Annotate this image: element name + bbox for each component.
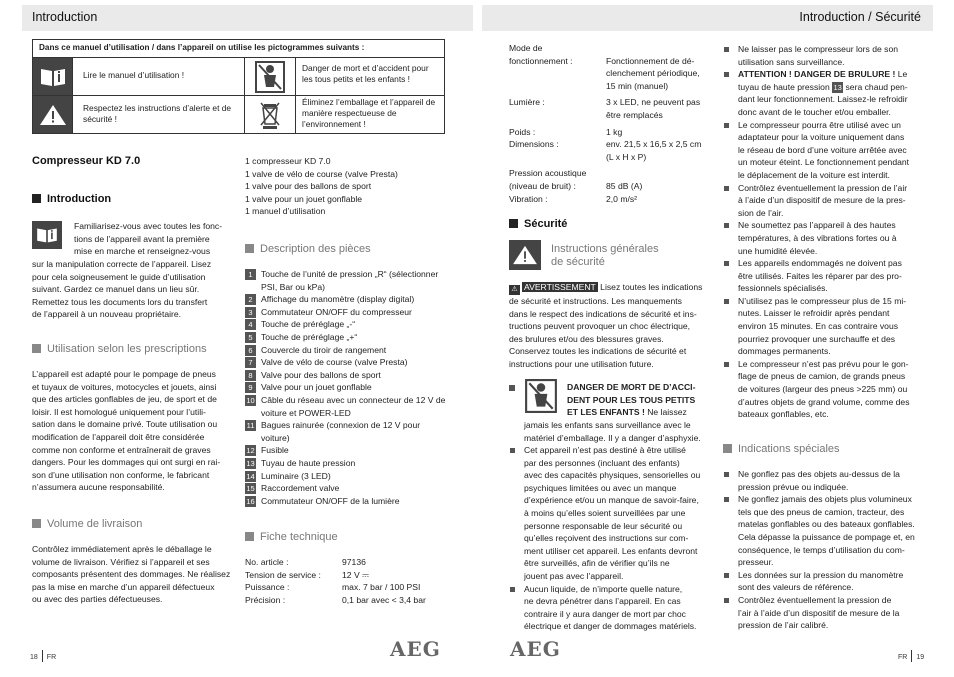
usage-line: L’appareil est adapté pour le pompage de pneus (32, 369, 216, 379)
safety-warning-text (509, 281, 714, 371)
warning-line: Conservez toutes les indications de sécurité et (509, 346, 687, 357)
spec-value: 1 kg (606, 126, 623, 137)
pictogram-cell-warning: Respectez les instructions d’alerte et de sécurité ! (73, 96, 245, 133)
right-bullet (723, 68, 933, 118)
part-number: 4 (245, 319, 256, 330)
right-page-footer (898, 650, 924, 665)
bullet-line: un moteur éteint. Le fonctionnement pendant (738, 157, 910, 168)
contents-item: 1 valve pour des ballons de sport (245, 181, 372, 192)
bullet-line: être surveillés, afin de vérifier qu’ils ne (524, 558, 670, 569)
heading-square-icon (723, 444, 732, 453)
intro-line: de l’appareil à un nouveau propriétaire. (32, 309, 182, 320)
warning-label: AVERTISSEMENT (524, 282, 596, 292)
part-label: Luminaire (3 LED) (261, 470, 331, 481)
spec-value: 85 dB (A) (606, 180, 643, 191)
bullet-line: utilisation sans surveillance. (738, 56, 845, 67)
page-number: 18 (30, 654, 38, 661)
part-item (245, 356, 450, 369)
part-label: Commutateur ON/OFF de la lumière (261, 495, 400, 506)
part-item (245, 293, 450, 306)
safety-heading (509, 218, 567, 231)
bullet-icon (509, 385, 515, 391)
right-header-bar (482, 5, 933, 31)
intro-line: pour cela soigneusement le guide d’utilisation (32, 271, 206, 282)
part-number: 2 (245, 294, 256, 305)
warning-line: tructions peuvent provoquer un choc électrique, (509, 321, 691, 332)
usage-heading-text: Utilisation selon les prescriptions (47, 343, 207, 355)
right-bullet (723, 219, 933, 257)
tech-key: No. article : (245, 557, 289, 567)
delivery-heading (32, 518, 142, 531)
bullet-line: températures, à des vibrations fortes ou à (738, 232, 897, 243)
spec-row (509, 151, 714, 164)
spec-value (606, 42, 714, 55)
part-number: 3 (245, 307, 256, 318)
danger-title-line: DANGER DE MORT DE D’ACCI- (567, 382, 696, 392)
spec-value: (L x H x P) (606, 151, 647, 162)
part-item (245, 268, 450, 293)
danger-title-line (567, 406, 695, 419)
part-item (245, 394, 450, 419)
tech-heading-text: Fiche technique (260, 531, 338, 543)
usage-line: et tuyaux de voitures, motocycles et jouets, ainsi (32, 381, 217, 392)
contents-item: 1 valve de vélo de course (valve Presta) (245, 168, 398, 179)
spec-value: clenchement périodique, (606, 68, 700, 79)
bullet-line: contraire il y aura danger de mort par choc (524, 608, 686, 619)
contents-item: 1 valve pour un jouet gonflable (245, 193, 363, 204)
part-number: 1 (245, 269, 256, 280)
child-danger-icon (245, 58, 296, 96)
danger-line: matériel d’emballage. Il y a danger d’asphyxie. (524, 432, 701, 443)
part-number: 6 (245, 345, 256, 356)
bullet-line: Aucun liquide, de n’importe quelle nature, (524, 583, 683, 594)
heading-square-icon (32, 194, 41, 203)
right-bullet (723, 182, 933, 220)
parts-heading (245, 243, 371, 256)
tech-row (245, 556, 460, 569)
special-bullet (723, 468, 933, 493)
part-label: Touche de l’unité de pression „R“ (sélectionner PSI, Bar ou kPa) (261, 269, 439, 292)
part-label: Raccordement valve (261, 483, 340, 494)
part-item (245, 444, 450, 457)
intro-line: tions de l’appareil avant la première (74, 233, 210, 244)
danger-title-rest: Ne laissez (644, 407, 687, 418)
special-heading-text: Indications spéciales (738, 443, 840, 455)
heading-square-icon (245, 532, 254, 541)
right-bullet (723, 295, 933, 358)
language-code: FR (898, 654, 908, 661)
part-label: Affichage du manomètre (display digital) (261, 294, 415, 305)
bullet-line: à moins qu’elles soient surveillées par une (524, 507, 686, 518)
part-number: 14 (246, 471, 255, 481)
safety-heading-text: Sécurité (524, 218, 568, 230)
bullet-line: d’autres objets de grand volume, comme des (738, 396, 910, 407)
product-title: Compresseur KD 7.0 (32, 155, 141, 167)
spec-value: être remplacés (606, 109, 663, 120)
bullet-line: bateaux gonflables, etc. (738, 409, 829, 420)
intro-line: sur la manipulation correcte de l’appareil. Lisez (32, 259, 212, 269)
part-label: Valve pour des ballons de sport (261, 369, 381, 380)
usage-line: modification de l’appareil doit être considérée (32, 431, 205, 442)
pictogram-cell-disposal: Éliminez l’emballage et l’appareil de manière respectueuse de l’environnement ! (302, 97, 436, 129)
warning-first-line (509, 281, 714, 295)
part-number: 16 (246, 496, 255, 506)
warning-icon (33, 96, 73, 133)
bullet-line: de voitures (largeur des pneus >225 mm) ou (738, 384, 908, 395)
heading-square-icon (509, 219, 518, 228)
child-danger-icon (524, 379, 558, 413)
heading-square-icon (245, 244, 254, 253)
delivery-line: volume de livraison. Vérifiez si l’appareil et ses (32, 556, 210, 567)
bullet-line: Ne laisser pas le compresseur lors de son (738, 44, 899, 54)
spec-key: Poids : (509, 126, 536, 137)
special-bullet (723, 569, 933, 594)
bullet-line: Ne gonflez jamais des objets plus volumineux (738, 494, 912, 505)
special-bullets (723, 468, 933, 632)
bullet-line: qu’elles reçoivent des instructions sur com- (524, 533, 689, 544)
special-heading (723, 443, 840, 456)
part-label: Câble du réseau avec un connecteur de 12 V de voiture et POWER-LED (261, 394, 446, 418)
bullet-line: le réseau de bord d’une voiture arrêtée avec (738, 144, 907, 155)
contents-item: 1 compresseur KD 7.0 (245, 156, 331, 166)
part-item (245, 419, 450, 444)
bullet-line: l’air à l’aide d’un dispositif de mesure de la (738, 607, 900, 618)
footer-divider (42, 650, 43, 662)
bullet-line: environ 15 minutes. En cas contraire vous (738, 321, 899, 332)
part-number: 13 (246, 458, 255, 468)
spec-key: Pression acoustique (509, 168, 587, 179)
warning-first-text: Lisez toutes les indications (597, 282, 703, 292)
page-number: 19 (916, 654, 925, 661)
burn-line-b: sera chaud pen- (843, 81, 908, 92)
bullet-line: Contrôlez éventuellement la pression de l’air (738, 182, 908, 193)
part-item (245, 495, 450, 508)
bullet-line: personne responsable de leur sécurité ou (524, 520, 683, 531)
spec-key: Mode de (509, 43, 543, 53)
part-label: Valve de vélo de course (valve Presta) (261, 357, 408, 368)
part-item (245, 482, 450, 495)
manual-icon (32, 221, 62, 249)
usage-line: son d’une utilisation non conforme, le fabricant (32, 469, 210, 480)
tech-key: Précision : (245, 594, 286, 605)
bullet-line: Le compresseur n’est pas prévu pour le gon- (738, 358, 909, 369)
bullet-line: presseur. (738, 557, 774, 568)
tech-value: max. 7 bar / 100 PSI (342, 582, 421, 593)
spec-row (509, 167, 714, 180)
danger-title-line: DENT POUR LES TOUS PETITS (567, 394, 696, 405)
bullet-line: par des personnes (incluant des enfants) (524, 457, 680, 468)
intro-line: mise en marche et renseignez-vous (74, 246, 211, 257)
part-item (245, 457, 450, 470)
spec-row (509, 193, 714, 206)
bullet-line: sion de l’air. (738, 207, 784, 218)
spec-row (509, 67, 714, 80)
bullet-line: Les appareils endommagés ne doivent pas (738, 258, 902, 269)
bullet-line (738, 81, 933, 94)
left-header-bar (22, 5, 473, 31)
left-page-footer (30, 650, 56, 665)
safety-bullet (509, 583, 719, 633)
safety-bullets (509, 444, 719, 633)
part-number: 15 (246, 484, 255, 494)
bullet-line: être utilisés. Faites les réparer par des pro- (738, 270, 902, 281)
bullet-line: Cela dépasse la puissance de pompage et, en (738, 531, 915, 542)
spec-row (509, 42, 714, 55)
intro-line: Familiarisez-vous avec toutes les fonc- (74, 221, 223, 231)
bullet-line: dommages permanents. (738, 346, 831, 357)
spec-key: Vibration : (509, 193, 548, 204)
bullet-line: une humidité élevée. (738, 245, 818, 256)
tech-key: Puissance : (245, 582, 290, 593)
intro-heading-text: Introduction (47, 193, 112, 205)
tech-key: Tension de service : (245, 569, 321, 580)
footer-divider (911, 650, 912, 662)
usage-line: dangers. Pour les dommages qui ont surgi en rai- (32, 457, 221, 468)
tech-table (245, 556, 460, 606)
bullet-line: donc avant de le toucher et/ou emballer. (738, 106, 891, 117)
bullet-line: psychiques limitées ou avec un manque (524, 482, 677, 493)
manual-icon (33, 58, 73, 96)
part-label: Tuyau de haute pression (261, 457, 356, 468)
right-bullet (723, 43, 933, 68)
delivery-line: ou avec des parties défectueuses. (32, 594, 163, 605)
safety-subheading (551, 243, 659, 269)
burn-warning-bold: ATTENTION ! DANGER DE BRULURE ! (738, 69, 896, 80)
usage-line: n’assumera aucune responsabilité. (32, 482, 165, 493)
bullet-line: avec des capacités physiques, sensorielles ou (524, 470, 701, 481)
delivery-line: composants présentent des dommages. Ne réalisez (32, 569, 231, 580)
bullet-line: nutes. Laisser le refroidir après pendant (738, 308, 890, 319)
bullet-line: matelas gonflables ou des bateaux gonflables. (738, 519, 915, 530)
bullet-line: ment utiliser cet appareil. Les enfants devront (524, 545, 698, 556)
contents-item: 1 manuel d’utilisation (245, 206, 326, 217)
recycle-bin-icon (245, 96, 296, 133)
part-label: Bagues rainurée (connexion de 12 V pour voiture) (261, 420, 421, 443)
bullet-line: sont des valeurs de référence. (738, 582, 854, 593)
bullet-line: adaptateur pour la voiture uniquement dans (738, 132, 905, 143)
tech-row (245, 569, 460, 582)
bullet-line: pression prévue ou indiquée. (738, 481, 849, 492)
part-item (245, 344, 450, 357)
spec-row (509, 109, 714, 122)
part-item (245, 331, 450, 344)
tech-value: 12 V ⎓ (342, 569, 369, 580)
burn-line-a: tuyau de haute pression (738, 81, 830, 92)
intro-indent-text (74, 220, 222, 258)
left-header-title: Introduction (32, 10, 98, 24)
spec-row (509, 55, 714, 68)
parts-heading-text: Description des pièces (260, 243, 371, 255)
bullet-line: ne devra pénétrer dans l’appareil. En cas (524, 596, 681, 607)
spec-value: 15 min (manuel) (606, 80, 669, 91)
bullet-line: conséquence, le temps d’utilisation du com- (738, 544, 905, 555)
bullet-line: à l’aide d’un dispositif de mesure de la pres- (738, 195, 906, 206)
spec-row (509, 126, 714, 139)
safety-subheading-line: Instructions générales (551, 243, 659, 255)
part-number: 5 (245, 332, 256, 343)
spec-value: 3 x LED, ne peuvent pas (606, 97, 701, 108)
bullet-line: Ne soumettez pas l’appareil à des hautes (738, 220, 896, 231)
usage-text (32, 368, 220, 494)
spec-value: 2,0 m/s² (606, 193, 638, 204)
contents-list (245, 155, 398, 218)
part-label: Commutateur ON/OFF du compresseur (261, 306, 412, 317)
pictogram-table-title: Dans ce manuel d’utilisation / dans l’appareil on utilise les pictogrammes suivants : (33, 40, 444, 58)
spec-value: Fonctionnement de dé- (606, 55, 695, 66)
usage-heading (32, 343, 207, 356)
part-item (245, 306, 450, 319)
bullet-line: d’expérience et/ou un manque de savoir-faire, (524, 495, 699, 506)
spec-key: (niveau de bruit) : (509, 180, 576, 191)
intro-heading (32, 193, 111, 206)
spec-row (509, 138, 714, 151)
part-item (245, 369, 450, 382)
bullet-line: tels que des pneus de camion, tracteur, des (738, 506, 905, 517)
special-bullet (723, 493, 933, 569)
special-bullet (723, 594, 933, 632)
bullet-line: Les données sur la pression du manomètre (738, 569, 904, 580)
usage-line: loisir. Il est homologué uniquement pour l’utili- (32, 406, 206, 417)
part-label: Valve pour un jouet gonflable (261, 382, 372, 393)
warning-icon (509, 240, 541, 270)
right-bullet (723, 358, 933, 421)
spec-value: env. 21,5 x 16,5 x 2,5 cm (606, 139, 702, 150)
alert-triangle-icon: ⚠ (509, 285, 520, 295)
intro-line: Remettez tous les documents lors du transfert (32, 296, 208, 307)
brand-logo: AEG (390, 637, 441, 661)
spec-key: Dimensions : (509, 139, 559, 150)
bullet-line: Le compresseur pourra être utilisé avec un (738, 119, 901, 130)
usage-line: que des articles gonflables de jeu, de sport et de (32, 394, 217, 405)
spec-key: Lumière : (509, 97, 545, 108)
part-number: 7 (245, 357, 256, 368)
tech-value: 97136 (342, 557, 366, 567)
part-number: 12 (246, 446, 255, 456)
spec-key: fonctionnement : (509, 55, 573, 66)
warning-line: des brulures et/ou des blessures graves. (509, 333, 664, 344)
tech-row (245, 594, 460, 607)
part-label: Touche de préréglage „+“ (261, 331, 358, 342)
usage-line: sation dans le domaine privé. Toute utilisation ou (32, 419, 218, 430)
pictogram-cell-child: Danger de mort et d’accident pour les tous petits et les enfants ! (296, 58, 444, 96)
right-bullet (723, 257, 933, 295)
spec-row (509, 80, 714, 93)
safety-subheading-line: de sécurité (551, 256, 605, 268)
danger-text (524, 419, 719, 444)
part-item (245, 381, 450, 394)
bullet-line: pourriez provoquer une surchauffe et des (738, 333, 896, 344)
part-number: 9 (245, 382, 256, 393)
spec-row (509, 96, 714, 109)
delivery-text (32, 543, 230, 606)
bullet-line: Contrôlez éventuellement la pression de (738, 594, 892, 605)
delivery-heading-text: Volume de livraison (47, 518, 143, 530)
heading-square-icon (32, 344, 41, 353)
tech-value: 0,1 bar avec < 3,4 bar (342, 594, 426, 605)
bullet-line: flage de pneus de camion, de grands pneus (738, 371, 906, 382)
part-number: 8 (245, 370, 256, 381)
usage-line: comme non conforme et entraînerait de graves (32, 444, 211, 455)
part-label: Couvercle du tiroir de rangement (261, 344, 387, 355)
warning-line: instructions pour une utilisation future. (509, 358, 654, 369)
burn-warning-rest: Le (895, 69, 908, 80)
specs-table (509, 42, 714, 205)
bullet-line: pression de l’air calibré. (738, 620, 829, 631)
part-label: Touche de préréglage „-“ (261, 319, 356, 330)
bullet-line: N’utilisez pas le compresseur plus de 15 mi- (738, 295, 907, 306)
danger-line: jamais les enfants sans surveillance avec le (524, 420, 691, 430)
brand-logo: AEG (510, 637, 561, 661)
right-bullets (723, 43, 933, 421)
tech-heading (245, 531, 338, 544)
right-header-title: Introduction / Sécurité (799, 10, 921, 24)
language-code: FR (46, 654, 57, 661)
part-number: 11 (246, 421, 255, 431)
danger-title (567, 381, 695, 419)
part-item (245, 318, 450, 331)
tech-row (245, 581, 460, 594)
part-label: Fusible (261, 445, 289, 456)
warning-line: dans le respect des indications de sécurité et ins- (509, 308, 697, 319)
parts-list (245, 268, 450, 507)
pictogram-cell-manual: Lire le manuel d’utilisation ! (73, 58, 245, 96)
bullet-line: Ne gonflez pas des objets au-dessus de la (738, 469, 900, 479)
heading-square-icon (32, 519, 41, 528)
delivery-line: pas la mise en marche d’un appareil défectueux (32, 581, 215, 592)
bullet-line: jouent pas avec l’appareil. (524, 570, 624, 581)
bullet-line: fessionnels spécialisés. (738, 283, 828, 294)
bullet-line: le déplacement de la voiture est interdit. (738, 169, 890, 180)
safety-bullet (509, 444, 719, 583)
part-item (245, 470, 450, 483)
bullet-line (738, 68, 933, 81)
spec-row (509, 180, 714, 193)
bullet-line: électrique et danger de dommages matériels. (524, 621, 697, 632)
bullet-line: Cet appareil n’est pas destiné à être utilisé (524, 445, 686, 455)
pictogram-table (32, 39, 445, 134)
warning-line: de sécurité et instructions. Les manquements (509, 296, 682, 306)
right-bullet (723, 119, 933, 182)
danger-title-bold: ET LES ENFANTS ! (567, 407, 645, 418)
intro-line: suivant. Gardez ce manuel dans un lieu sûr. (32, 284, 200, 295)
part-number: 13 (833, 82, 842, 92)
intro-text (32, 258, 211, 321)
delivery-line: Contrôlez immédiatement après le déballage le (32, 544, 212, 554)
bullet-line: dant leur fonctionnement. Laissez-le refroidir (738, 94, 908, 105)
part-number: 10 (246, 395, 255, 405)
spec-value (606, 167, 714, 180)
